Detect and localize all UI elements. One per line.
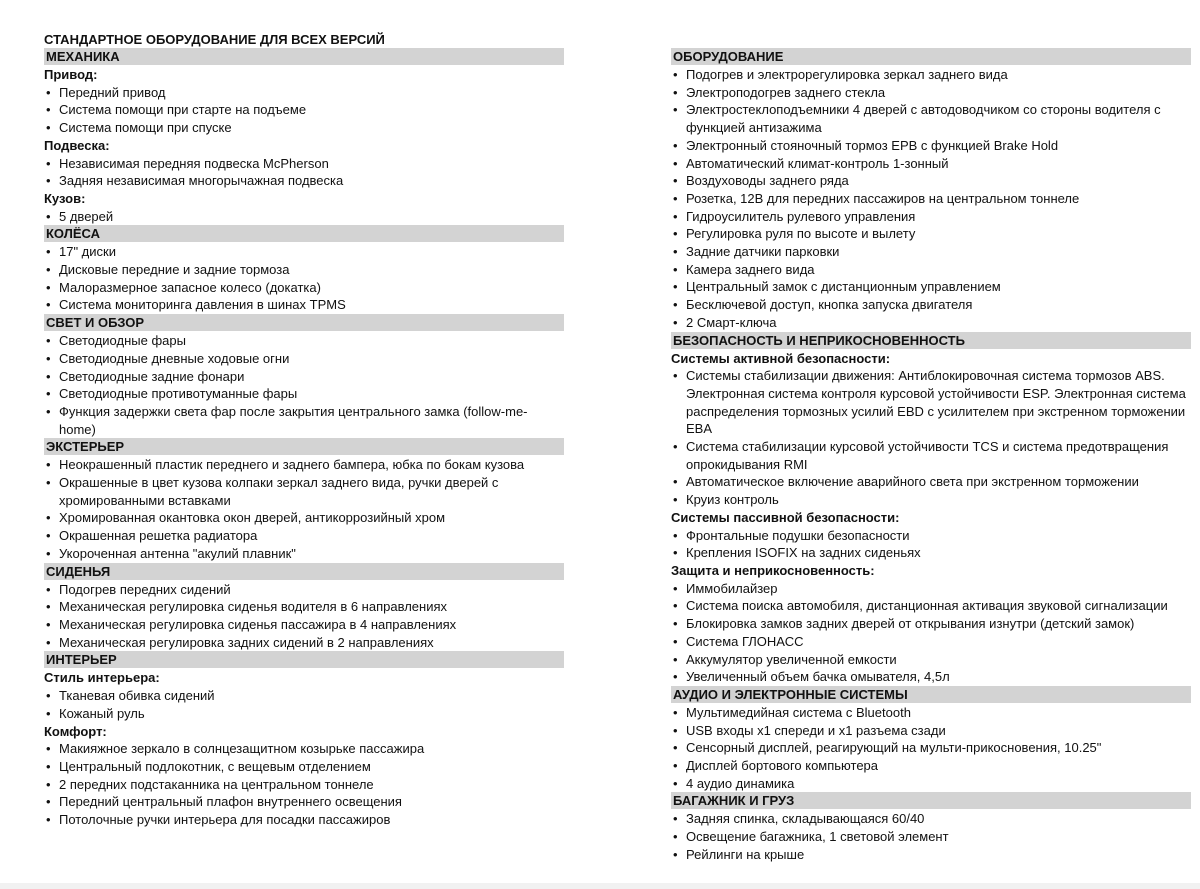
list-item: • 17" диски [44, 243, 564, 261]
bullet-list [44, 581, 564, 652]
list-item: • Блокировка замков задних дверей от открывания изнутри (детский замок) [671, 615, 1191, 633]
bullet-list [671, 810, 1191, 863]
bullet-list [44, 84, 564, 137]
list-item: • Неокрашенный пластик переднего и заднего бампера, юбка по бокам кузова [44, 456, 564, 474]
list-item: • Задняя независимая многорычажная подвеска [44, 172, 564, 190]
list-item: • Иммобилайзер [671, 580, 1191, 598]
bullet-list [44, 208, 564, 226]
section-right-2 [671, 686, 1191, 793]
list-item: • Автоматическое включение аварийного света при экстренном торможении [671, 473, 1191, 491]
list-item: • Окрашенная решетка радиатора [44, 527, 564, 545]
list-item: • Передний центральный плафон внутреннего освещения [44, 793, 564, 811]
subsection-title: Привод: [44, 67, 98, 82]
bullet-list [44, 155, 564, 190]
list-item: • Освещение багажника, 1 световой элемент [671, 828, 1191, 846]
list-item: • Увеличенный объем бачка омывателя, 4,5л [671, 668, 1191, 686]
list-item: • Система ГЛОНАСС [671, 633, 1191, 651]
list-item: • Макияжное зеркало в солнцезащитном козырьке пассажира [44, 740, 564, 758]
subsection-title: Кузов: [44, 190, 86, 206]
right-column [671, 48, 1191, 864]
list-item: • Сенсорный дисплей, реагирующий на мульти-прикосновения, 10.25" [671, 739, 1191, 757]
list-item: • Бесключевой доступ, кнопка запуска двигателя [671, 296, 1191, 314]
list-item: • Электростеклоподъемники 4 дверей с автодоводчиком со стороны водителя с функцией антизажима [671, 101, 1191, 136]
list-item: • Задние датчики парковки [671, 243, 1191, 261]
section-header: КОЛЁСА [44, 225, 564, 242]
bullet-list [671, 580, 1191, 686]
section-left-2 [44, 314, 564, 438]
list-item: • Аккумулятор увеличенной емкости [671, 651, 1191, 669]
section-header: СВЕТ И ОБЗОР [44, 314, 564, 331]
bullet-list [44, 687, 564, 722]
list-item: • Укороченная антенна "акулий плавник" [44, 545, 564, 563]
list-item: • Светодиодные задние фонари [44, 368, 564, 386]
section-right-1 [671, 332, 1191, 686]
bullet-list [671, 527, 1191, 562]
list-item: • Фронтальные подушки безопасности [671, 527, 1191, 545]
list-item: • Функция задержки света фар после закрытия центрального замка (follow-me-home) [44, 403, 564, 438]
list-item: • Система поиска автомобиля, дистанционная активация звуковой сигнализации [671, 597, 1191, 615]
list-item: • Дисплей бортового компьютера [671, 757, 1191, 775]
list-item: • Независимая передняя подвеска McPherson [44, 155, 564, 173]
bullet-list [44, 456, 564, 562]
section-header: ЭКСТЕРЬЕР [44, 438, 564, 455]
list-item: • Малоразмерное запасное колесо (докатка) [44, 279, 564, 297]
list-item: • USB входы x1 спереди и x1 разъема сзади [671, 722, 1191, 740]
section-left-5 [44, 651, 564, 828]
list-item: • Гидроусилитель рулевого управления [671, 208, 1191, 226]
list-item: • Системы стабилизации движения: Антиблокировочная система тормозов ABS. Электронная система контроля курсовой устойчивости ESP. Электронная система распределения тормозных усилий EBD с усилителем при экстренном торможении EBA [671, 367, 1191, 438]
list-item: • Рейлинги на крыше [671, 846, 1191, 864]
list-item: • Подогрев и электрорегулировка зеркал заднего вида [671, 66, 1191, 84]
subsection-title: Защита и неприкосновенность: [671, 562, 875, 578]
bullet-list [44, 740, 564, 829]
section-left-3 [44, 438, 564, 562]
list-item: • Механическая регулировка задних сидений в 2 направлениях [44, 634, 564, 652]
list-item: • Камера заднего вида [671, 261, 1191, 279]
subsection-title: Комфорт: [44, 723, 107, 739]
list-item: • Механическая регулировка сиденья пассажира в 4 направлениях [44, 616, 564, 634]
list-item: • Механическая регулировка сиденья водителя в 6 направлениях [44, 598, 564, 616]
list-item: • Регулировка руля по высоте и вылету [671, 225, 1191, 243]
list-item: • 2 передних подстаканника на центральном тоннеле [44, 776, 564, 794]
list-item: • Кожаный руль [44, 705, 564, 723]
section-header: БАГАЖНИК И ГРУЗ [671, 792, 1191, 809]
section-header: АУДИО И ЭЛЕКТРОННЫЕ СИСТЕМЫ [671, 686, 1191, 703]
list-item: • 4 аудио динамика [671, 775, 1191, 793]
list-item: • Передний привод [44, 84, 564, 102]
list-item: • Светодиодные противотуманные фары [44, 385, 564, 403]
list-item: • Система помощи при спуске [44, 119, 564, 137]
list-item: • 5 дверей [44, 208, 564, 226]
subsection-title: Системы пассивной безопасности: [671, 509, 900, 525]
list-item: • Круиз контроль [671, 491, 1191, 509]
list-item: • Потолочные ручки интерьера для посадки пассажиров [44, 811, 564, 829]
list-item: • Розетка, 12В для передних пассажиров на центральном тоннеле [671, 190, 1191, 208]
left-column [44, 31, 564, 829]
page-bottom-strip [0, 883, 1200, 889]
list-item: • Задняя спинка, складывающаяся 60/40 [671, 810, 1191, 828]
section-right-3 [671, 792, 1191, 863]
section-header: СИДЕНЬЯ [44, 563, 564, 580]
subsection-title: Стиль интерьера: [44, 670, 160, 686]
left-sections [44, 48, 564, 829]
list-item: • Центральный подлокотник, с вещевым отделением [44, 758, 564, 776]
section-left-4 [44, 563, 564, 652]
bullet-list [671, 367, 1191, 509]
list-item: • Система стабилизации курсовой устойчивости TCS и система предотвращения опрокидывания RMI [671, 438, 1191, 473]
page-title: СТАНДАРТНОЕ ОБОРУДОВАНИЕ ДЛЯ ВСЕХ ВЕРСИЙ [44, 32, 385, 47]
bullet-list [44, 243, 564, 314]
bullet-list [671, 66, 1191, 332]
list-item: • Хромированная окантовка окон дверей, антикоррозийный хром [44, 509, 564, 527]
list-item: • Мультимедийная система с Bluetooth [671, 704, 1191, 722]
section-header: БЕЗОПАСНОСТЬ И НЕПРИКОСНОВЕННОСТЬ [671, 332, 1191, 349]
list-item: • Электроподогрев заднего стекла [671, 84, 1191, 102]
section-right-0 [671, 48, 1191, 332]
list-item: • 2 Смарт-ключа [671, 314, 1191, 332]
list-item: • Тканевая обивка сидений [44, 687, 564, 705]
section-header: МЕХАНИКА [44, 48, 564, 65]
list-item: • Центральный замок с дистанционным управлением [671, 278, 1191, 296]
list-item: • Светодиодные дневные ходовые огни [44, 350, 564, 368]
list-item: • Система мониторинга давления в шинах TPMS [44, 296, 564, 314]
section-left-1 [44, 225, 564, 314]
bullet-list [44, 332, 564, 438]
list-item: • Электронный стояночный тормоз EPB с функцией Brake Hold [671, 137, 1191, 155]
list-item: • Система помощи при старте на подъеме [44, 101, 564, 119]
list-item: • Воздуховоды заднего ряда [671, 172, 1191, 190]
bullet-list [671, 704, 1191, 793]
section-header: ИНТЕРЬЕР [44, 651, 564, 668]
list-item: • Крепления ISOFIX на задних сиденьях [671, 544, 1191, 562]
list-item: • Автоматический климат-контроль 1-зонный [671, 155, 1191, 173]
list-item: • Дисковые передние и задние тормоза [44, 261, 564, 279]
list-item: • Подогрев передних сидений [44, 581, 564, 599]
list-item: • Окрашенные в цвет кузова колпаки зеркал заднего вида, ручки дверей с хромированными вставками [44, 474, 564, 509]
list-item: • Светодиодные фары [44, 332, 564, 350]
subsection-title: Подвеска: [44, 137, 110, 153]
right-sections [671, 48, 1191, 864]
subsection-title: Системы активной безопасности: [671, 350, 891, 366]
section-left-0 [44, 48, 564, 225]
section-header: ОБОРУДОВАНИЕ [671, 48, 1191, 65]
